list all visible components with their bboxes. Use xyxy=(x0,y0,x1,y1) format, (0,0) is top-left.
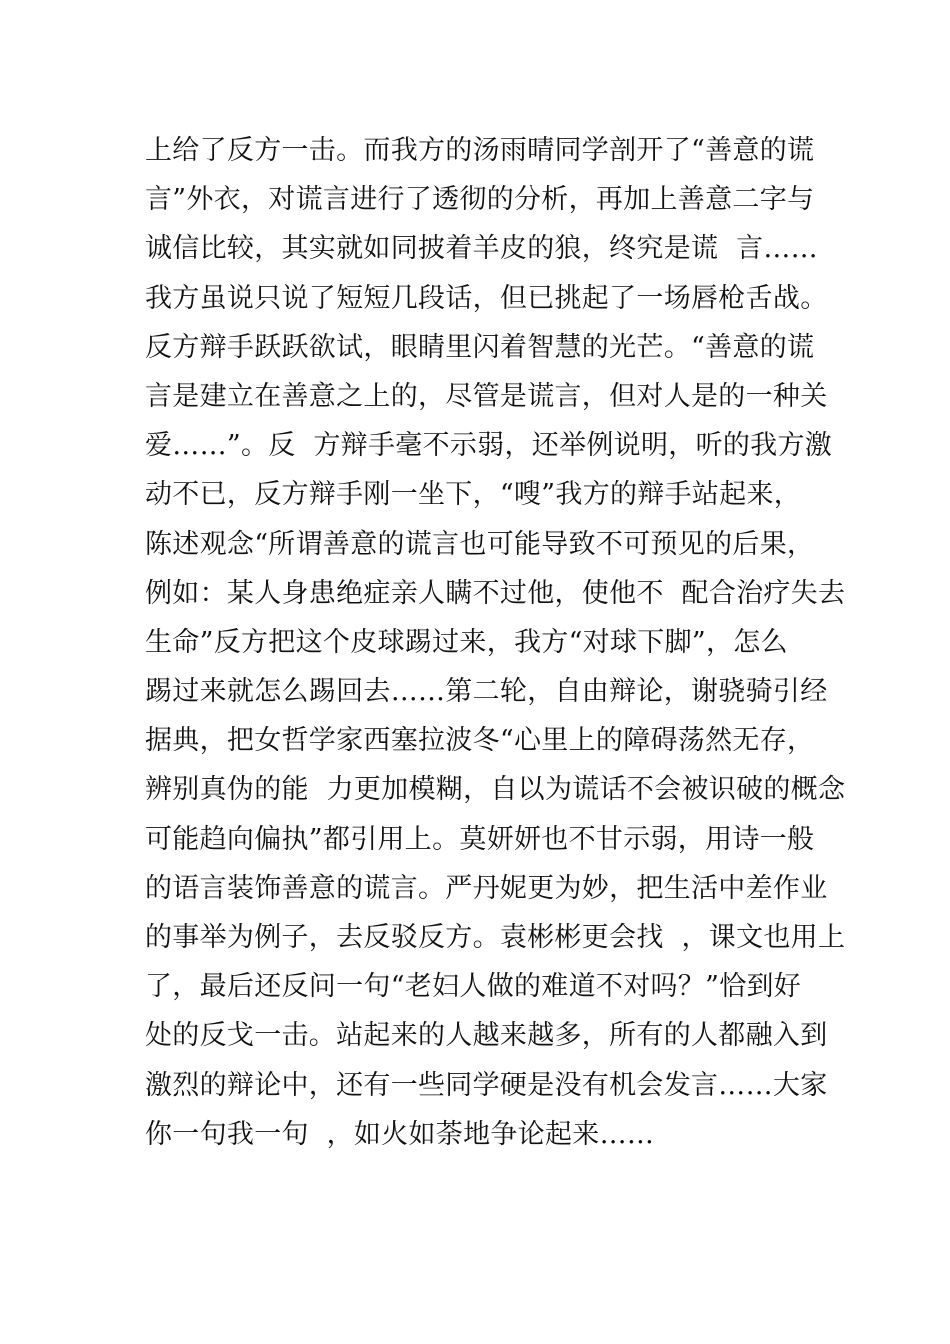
text-line: 踢过来就怎么踢回去……第二轮，自由辩论，谢骁骑引经 xyxy=(145,676,828,708)
text-line: 了，最后还反问一句“老妇人做的难道不对吗？”恰到好 xyxy=(145,971,802,1003)
text-line: 言”外衣，对谎言进行了透彻的分析，再加上善意二字与 xyxy=(145,184,815,216)
text-line: 据典，把女哲学家西塞拉波冬“心里上的障碍荡然无存， xyxy=(145,725,815,757)
text-line: 我方虽说只说了短短几段话，但已挑起了一场唇枪舌战。 xyxy=(145,282,828,314)
text-line: 处的反戈一击。站起来的人越来越多，所有的人都融入到 xyxy=(145,1020,828,1052)
text-line: 上给了反方一击。而我方的汤雨晴同学剖开了“善意的谎 xyxy=(145,135,815,166)
body-text xyxy=(145,126,846,1159)
text-line: 激烈的辩论中，还有一些同学硬是没有机会发言……大家 xyxy=(145,1069,828,1101)
text-line: 生命”反方把这个皮球踢过来，我方“对球下脚”，怎么 xyxy=(145,626,788,658)
text-line: 辨别真伪的能 力更加模糊，自以为谎话不会被识破的概念 xyxy=(145,774,846,806)
text-line: 动不已，反方辩手刚一坐下，“嗖”我方的辩手站起来， xyxy=(145,479,802,511)
text-line: 陈述观念“所谓善意的谎言也可能导致不可预见的后果， xyxy=(145,528,815,560)
text-line: 的语言装饰善意的谎言。严丹妮更为妙，把生活中差作业 xyxy=(145,872,828,904)
text-line: 诚信比较，其实就如同披着羊皮的狼，终究是谎 言…… xyxy=(145,233,818,265)
text-line: 可能趋向偏执”都引用上。莫妍妍也不甘示弱，用诗一般 xyxy=(145,823,815,855)
text-line: 你一句我一句 ，如火如荼地争论起来…… xyxy=(145,1118,655,1150)
text-line: 例如：某人身患绝症亲人瞒不过他，使他不 配合治疗失去 xyxy=(145,577,846,609)
text-line: 的事举为例子，去反驳反方。袁彬彬更会找 ，课文也用上 xyxy=(145,922,846,953)
text-line: 爱……”。反 方辩手毫不示弱，还举例说明，听的我方激 xyxy=(145,430,833,462)
text-line: 反方辩手跃跃欲试，眼睛里闪着智慧的光芒。“善意的谎 xyxy=(145,331,815,363)
text-line: 言是建立在善意之上的，尽管是谎言，但对人是的一种关 xyxy=(145,380,828,412)
